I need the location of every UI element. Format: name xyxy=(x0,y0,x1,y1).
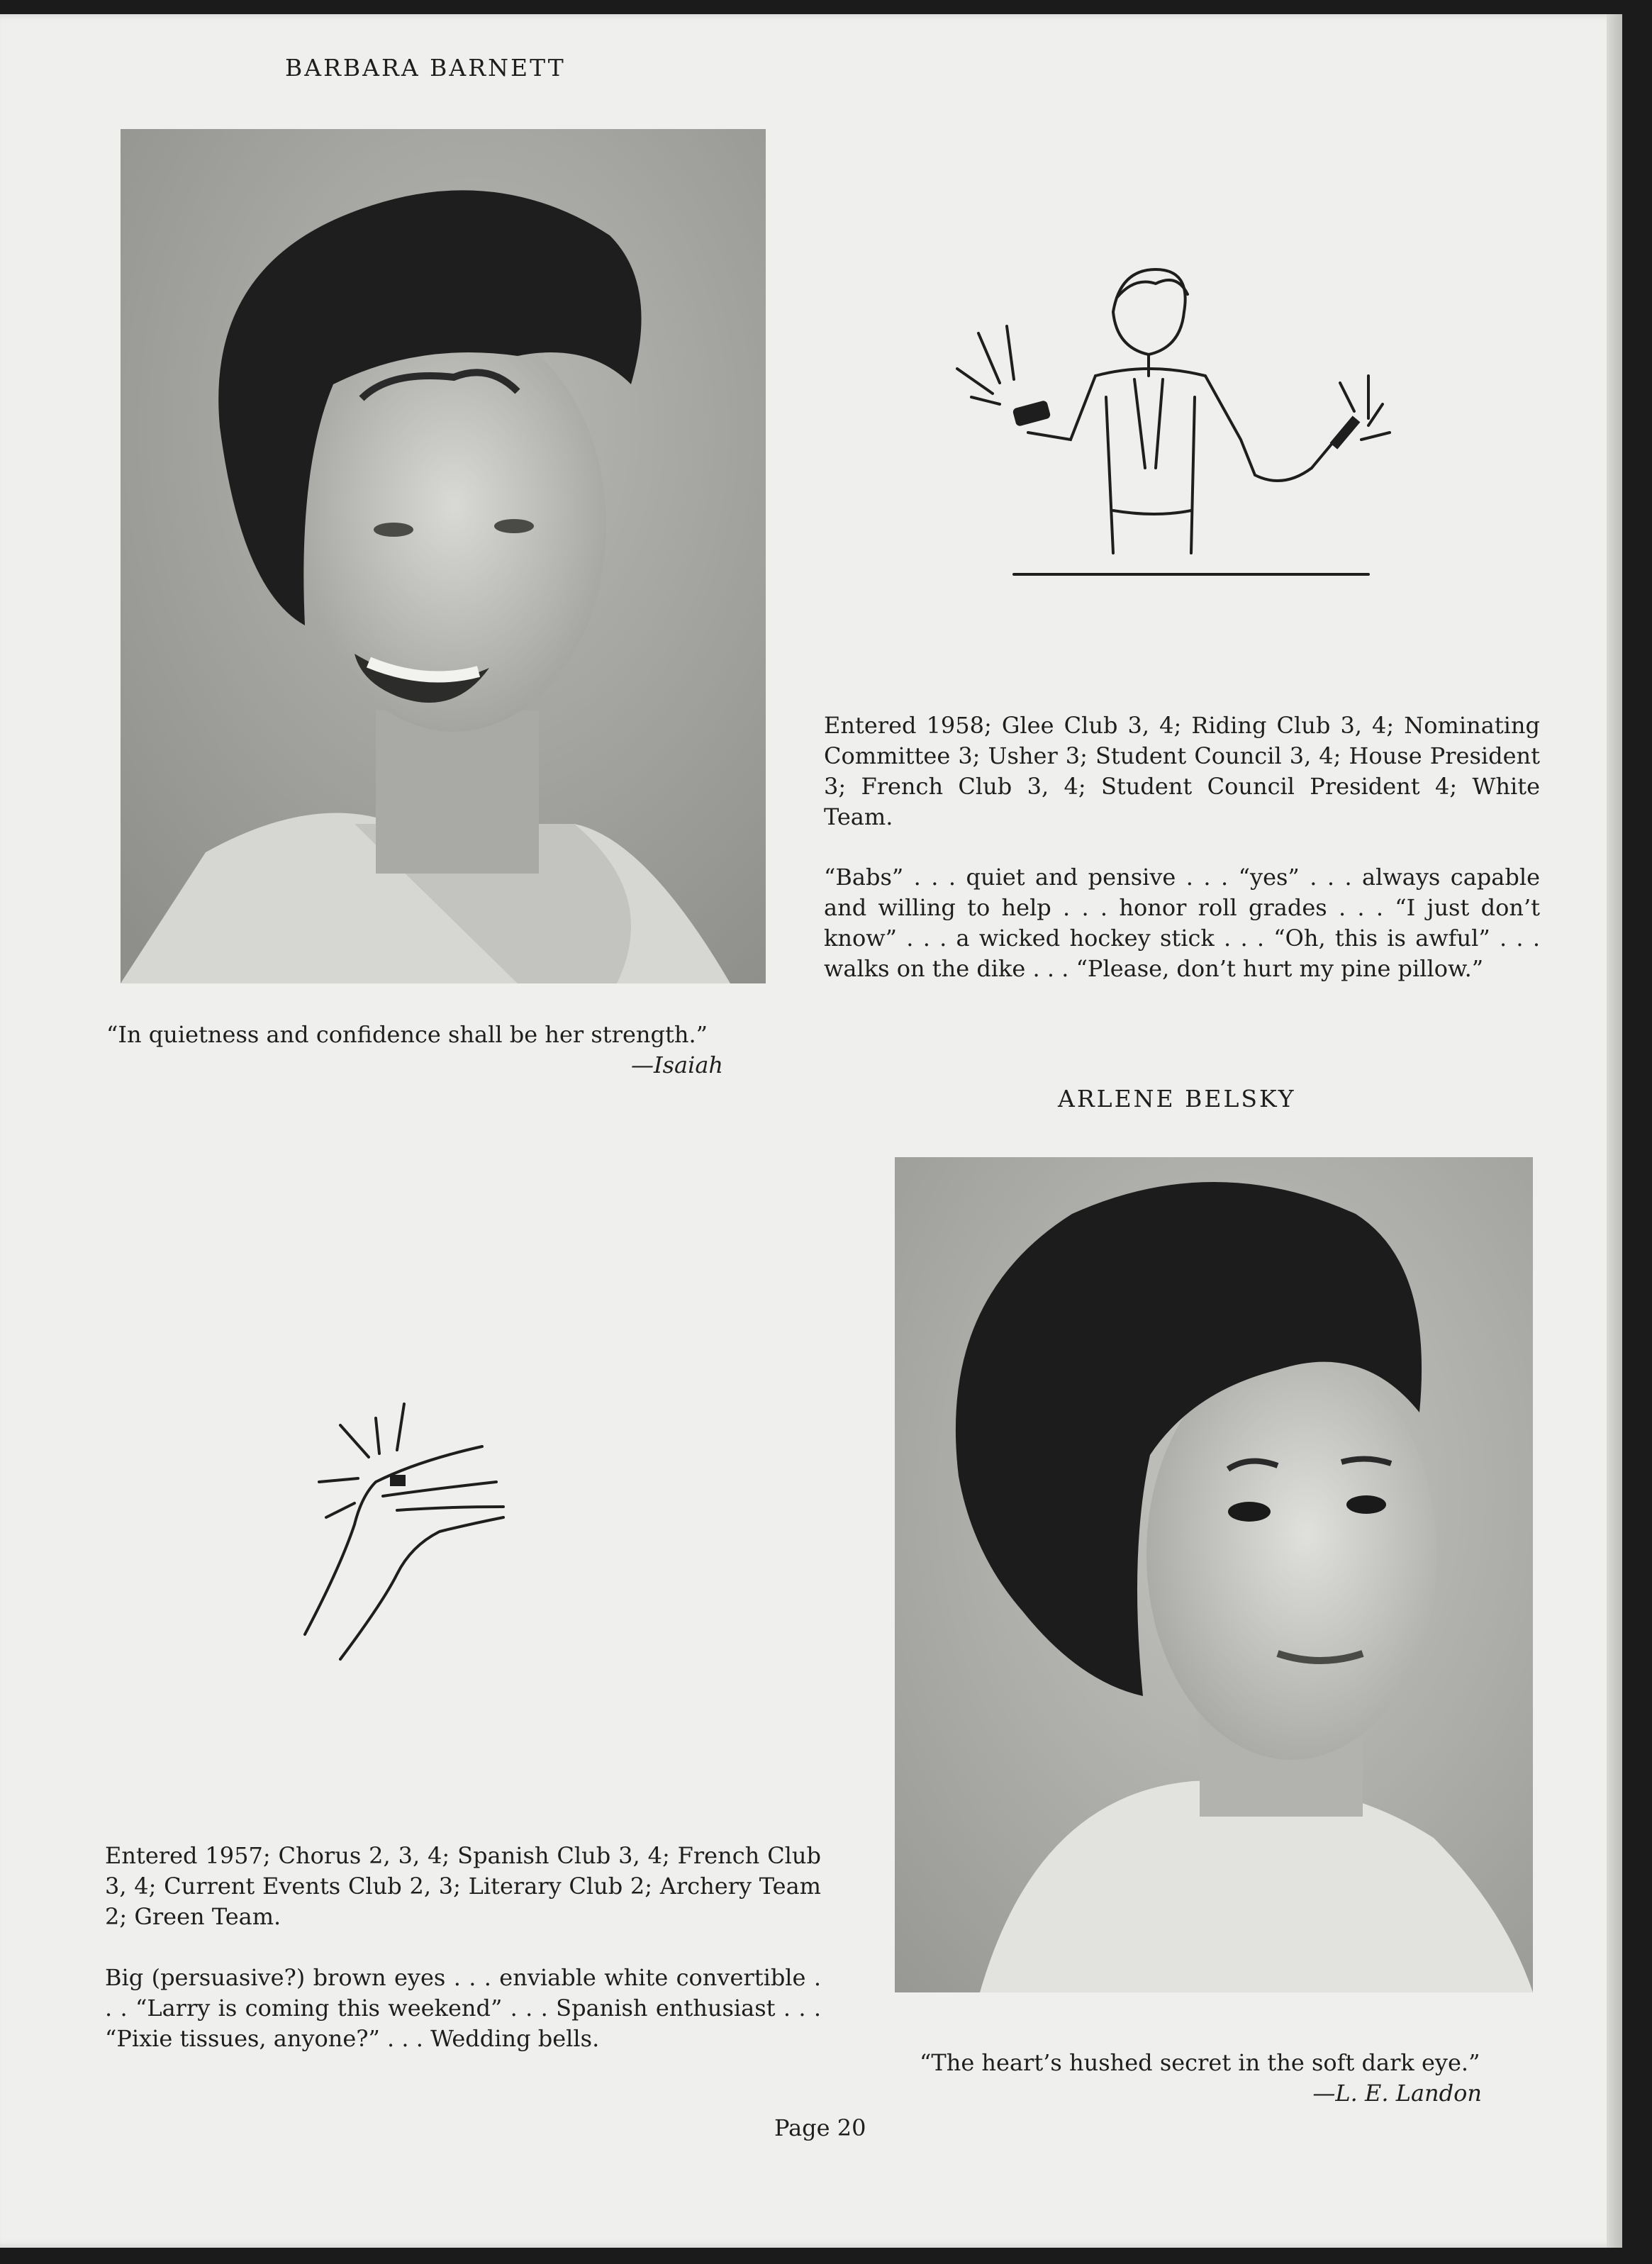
quote-author: —Isaiah xyxy=(630,1052,723,1078)
student-description: Big (persuasive?) brown eyes . . . enviable white convertible . . . “Larry is coming this weekend” . . . Spanish enthusiast . . . “Pixie tissues, anyone?” . . . Wedding bells. xyxy=(105,1964,821,2052)
sketch-girl-with-gavel-illustration xyxy=(943,255,1411,589)
student-activities: Entered 1958; Glee Club 3, 4; Riding Club 3, 4; Nominating Committee 3; Usher 3; Student Council 3, 4; House President 3; French Club 3, 4; Student Council President 4; White Team. xyxy=(824,712,1540,830)
student-portrait-photo xyxy=(895,1157,1533,1992)
student-quote: “The heart’s hushed secret in the soft dark eye.” xyxy=(920,2049,1480,2076)
yearbook-page xyxy=(0,14,1622,2248)
student-quote: “In quietness and confidence shall be her strength.” xyxy=(106,1021,708,1048)
student-name: ARLENE BELSKY xyxy=(1058,1085,1296,1113)
student-portrait-photo xyxy=(121,129,766,983)
page-binding xyxy=(1607,14,1622,2248)
quote-author: —L. E. Landon xyxy=(1312,2080,1482,2107)
sketch-hand-with-ring-illustration xyxy=(298,1390,525,1673)
student-name: BARBARA BARNETT xyxy=(285,54,566,82)
page-number: Page 20 xyxy=(774,2114,866,2141)
student-description: “Babs” . . . quiet and pensive . . . “yes” . . . always capable and willing to help . . . honor roll grades . . . “I just don’t know” . . . a wicked hockey stick . . . “Oh, this is awful” . . . walks on the dike . . . “Please, don’t hurt my pine pillow.” xyxy=(824,864,1540,982)
student-activities: Entered 1957; Chorus 2, 3, 4; Spanish Club 3, 4; French Club 3, 4; Current Events Club 2, 3; Literary Club 2; Archery Team 2; Green Team. xyxy=(105,1842,821,1930)
